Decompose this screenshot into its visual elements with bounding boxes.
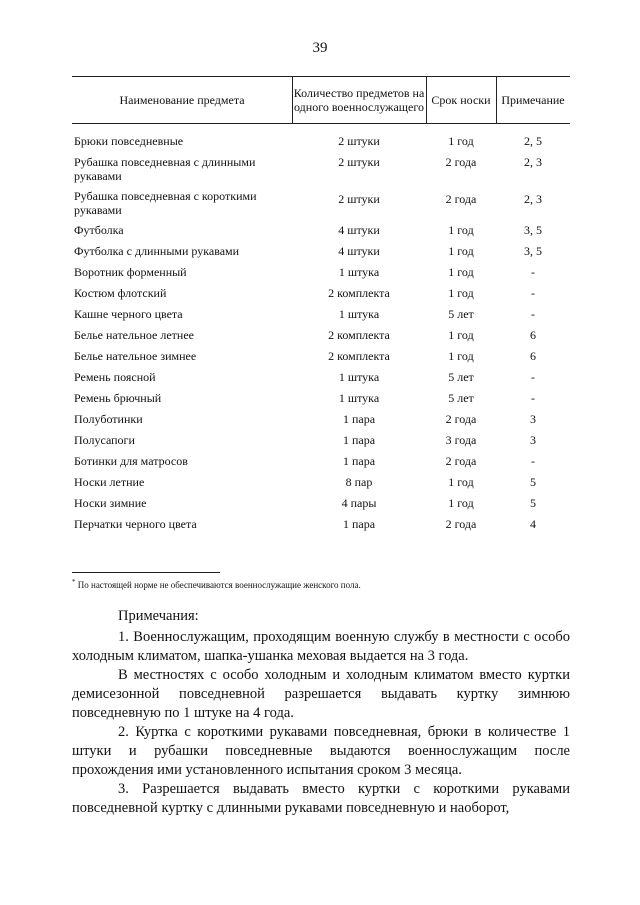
item-name: Носки зимние (74, 496, 147, 510)
item-name: Ботинки для матросов (74, 454, 188, 468)
item-note: 5 (530, 475, 536, 489)
item-quantity: 1 штука (338, 307, 380, 321)
item-name: Футболка (74, 223, 124, 237)
notes-section (72, 607, 570, 818)
item-term: 2 года (445, 517, 477, 531)
item-name: Футболка с длинными рукавами (74, 244, 240, 258)
table-row (72, 223, 570, 244)
item-note: 6 (530, 328, 536, 342)
item-note: 2, 3 (524, 192, 542, 206)
table-row (72, 265, 570, 286)
header-term: Срок носки (431, 93, 491, 107)
table-row (72, 475, 570, 496)
item-term: 1 год (448, 134, 474, 148)
item-name: Полуботинки (74, 412, 143, 426)
item-term: 2 года (445, 192, 477, 206)
item-note: 4 (530, 517, 536, 531)
item-note: 2, 3 (524, 155, 542, 169)
item-quantity: 1 пара (342, 412, 376, 426)
item-note: 3 (530, 412, 536, 426)
table-row (72, 391, 570, 412)
table-row (72, 370, 570, 391)
item-note: - (531, 307, 535, 321)
table-body (72, 134, 570, 538)
table-row (72, 189, 570, 223)
item-name: Ремень поясной (74, 370, 156, 384)
item-note: - (531, 454, 535, 468)
table-row (72, 307, 570, 328)
item-name: Носки летние (74, 475, 145, 489)
header-divider (496, 77, 497, 123)
item-note: - (531, 265, 535, 279)
page-number: 39 (312, 40, 328, 56)
footnote-mark: * (72, 578, 76, 586)
item-term: 1 год (448, 223, 474, 237)
item-note: - (531, 391, 535, 405)
item-term: 1 год (448, 328, 474, 342)
item-quantity: 2 штуки (338, 155, 380, 169)
item-quantity: 2 комплекта (328, 349, 390, 363)
item-term: 1 год (448, 286, 474, 300)
item-quantity: 1 пара (342, 517, 376, 531)
item-note: 3, 5 (524, 244, 542, 258)
item-note: 3 (530, 433, 536, 447)
item-term: 3 года (445, 433, 477, 447)
header-name: Наименование предмета (119, 93, 245, 107)
item-quantity: 2 штуки (338, 134, 380, 148)
item-note: 2, 5 (524, 134, 542, 148)
item-name: Белье нательное зимнее (74, 349, 197, 363)
item-quantity: 4 штуки (338, 244, 380, 258)
item-name: Полусапоги (74, 433, 135, 447)
item-name: Ремень брючный (74, 391, 162, 405)
item-term: 1 год (448, 475, 474, 489)
item-term: 1 год (448, 349, 474, 363)
item-note: - (531, 370, 535, 384)
table-row (72, 517, 570, 538)
header-divider (292, 77, 293, 123)
item-term: 2 года (445, 412, 477, 426)
item-note: - (531, 286, 535, 300)
item-quantity: 8 пар (345, 475, 373, 489)
item-note: 6 (530, 349, 536, 363)
table-row (72, 412, 570, 433)
item-name: Костюм флотский (74, 286, 167, 300)
table-row (72, 134, 570, 155)
item-quantity: 1 штука (338, 370, 380, 384)
item-term: 2 года (445, 454, 477, 468)
note-paragraph: В местностях с особо холодным и холодным климатом вместо куртки демисезонной повседневной разрешается выдавать куртку зимнюю повседневную по 1 штуке на 4 года. (72, 667, 570, 721)
table-row (72, 244, 570, 265)
item-quantity: 1 штука (338, 265, 380, 279)
item-name: Рубашка повседневная с короткими рукавами (74, 189, 257, 217)
table-row (72, 286, 570, 307)
notes-title: Примечания: (118, 608, 199, 624)
note-paragraph: 1. Военнослужащим, проходящим военную службу в местности с особо холодным климатом, шапка-ушанка меховая выдается на 3 года. (72, 629, 570, 664)
header-quantity: Количество предметов на одного военнослужащего (293, 86, 425, 114)
item-name: Рубашка повседневная с длинными рукавами (74, 155, 256, 183)
item-name: Воротник форменный (74, 265, 187, 279)
item-name: Брюки повседневные (74, 134, 184, 148)
table-row (72, 349, 570, 370)
item-quantity: 2 комплекта (328, 286, 390, 300)
footnote (72, 578, 572, 590)
header-note: Примечание (501, 93, 565, 107)
table-row (72, 155, 570, 189)
item-quantity: 4 пары (341, 496, 377, 510)
table-header (72, 76, 570, 124)
item-quantity: 1 пара (342, 433, 376, 447)
item-term: 2 года (445, 155, 477, 169)
table-row (72, 496, 570, 517)
item-term: 1 год (448, 496, 474, 510)
table-row (72, 328, 570, 349)
item-quantity: 1 штука (338, 391, 380, 405)
norms-table (72, 76, 570, 124)
item-quantity: 2 штуки (338, 192, 380, 206)
item-term: 5 лет (448, 391, 474, 405)
item-note: 3, 5 (524, 223, 542, 237)
footnote-separator (72, 572, 220, 573)
table-row (72, 454, 570, 475)
footnote-text: По настоящей норме не обеспечиваются военнослужащие женского пола. (77, 580, 361, 590)
item-quantity: 2 комплекта (328, 328, 390, 342)
item-name: Перчатки черного цвета (74, 517, 197, 531)
item-name: Кашне черного цвета (74, 307, 183, 321)
item-term: 5 лет (448, 307, 474, 321)
item-term: 1 год (448, 265, 474, 279)
header-divider (426, 77, 427, 123)
item-quantity: 4 штуки (338, 223, 380, 237)
item-note: 5 (530, 496, 536, 510)
item-term: 5 лет (448, 370, 474, 384)
item-quantity: 1 пара (342, 454, 376, 468)
table-row (72, 433, 570, 454)
item-term: 1 год (448, 244, 474, 258)
item-name: Белье нательное летнее (74, 328, 194, 342)
note-paragraph: 3. Разрешается выдавать вместо куртки с короткими рукавами повседневной куртку с длинными рукавами повседневную и наоборот, (72, 781, 570, 816)
note-paragraph: 2. Куртка с короткими рукавами повседневная, брюки в количестве 1 штуки и рубашки повседневные выдаются военнослужащим после прохождения ими установленного испытания сроком 3 месяца. (72, 724, 570, 778)
